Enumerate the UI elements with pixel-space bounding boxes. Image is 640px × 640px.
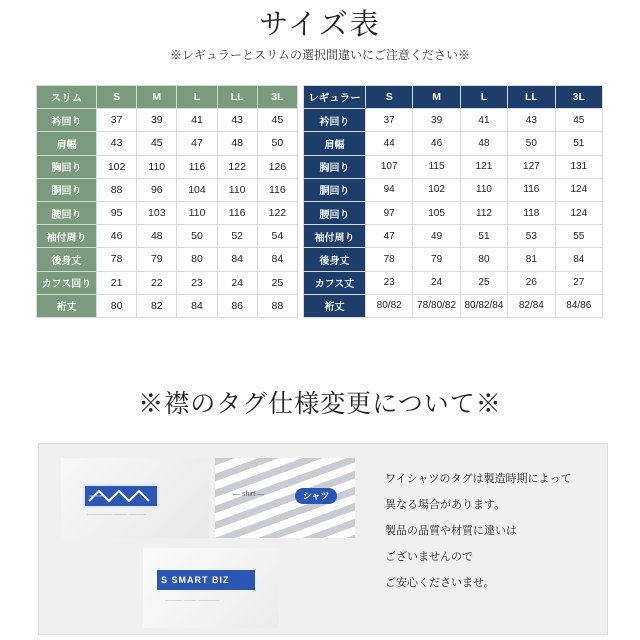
measurement-value: 84 (555, 248, 602, 271)
measurement-value: 110 (137, 155, 177, 178)
measurement-value: 78/80/82 (413, 294, 460, 317)
shirt-logo-tag: シャツ (295, 488, 337, 504)
measurement-label: カフス丈 (304, 271, 366, 294)
size-column-header: LL (508, 86, 555, 109)
table-row (304, 225, 603, 248)
measurement-label: カフス回り (37, 271, 97, 294)
table-row (304, 109, 603, 132)
measurement-value: 48 (217, 132, 257, 155)
measurement-value: 78 (366, 248, 413, 271)
collar-tag-photo-2 (215, 458, 355, 538)
measurement-value: 43 (508, 109, 555, 132)
measurement-value: 84 (177, 294, 217, 317)
measurement-value: 47 (366, 225, 413, 248)
collar-tag-heading: ※襟のタグ仕様変更について※ (138, 389, 502, 418)
measurement-value: 81 (508, 248, 555, 271)
measurement-value: 121 (460, 155, 507, 178)
size-column-header: S (366, 86, 413, 109)
measurement-value: 21 (97, 271, 137, 294)
smart-biz-tag: S SMART BIZ (157, 570, 255, 590)
table-row (37, 178, 298, 201)
measurement-value: 50 (257, 132, 297, 155)
measurement-value: 116 (217, 201, 257, 224)
measurement-value: 131 (555, 155, 602, 178)
measurement-value: 41 (177, 109, 217, 132)
measurement-value: 82/84 (508, 294, 555, 317)
measurement-value: 97 (366, 201, 413, 224)
measurement-value: 80/82/84 (460, 294, 507, 317)
measurement-value: 116 (257, 178, 297, 201)
collar-tag-photo-3 (143, 548, 279, 628)
measurement-value: 45 (555, 109, 602, 132)
measurement-value: 116 (177, 155, 217, 178)
measurement-label: 胸回り (304, 155, 366, 178)
measurement-value: 112 (460, 201, 507, 224)
measurement-value: 47 (177, 132, 217, 155)
table-row (304, 201, 603, 224)
size-column-header: M (413, 86, 460, 109)
table-row (304, 248, 603, 271)
measurement-label: 胴回り (304, 178, 366, 201)
size-column-header: M (137, 86, 177, 109)
measurement-value: 44 (366, 132, 413, 155)
notice-line-4: ございませんので (385, 550, 473, 563)
slim-size-table (36, 85, 298, 318)
measurement-value: 84/86 (555, 294, 602, 317)
measurement-label: 袖付周り (304, 225, 366, 248)
measurement-value: 52 (217, 225, 257, 248)
measurement-value: 110 (460, 178, 507, 201)
table-type-label: スリム (37, 86, 97, 109)
measurement-value: 41 (460, 109, 507, 132)
tag-pattern-icon (85, 486, 157, 506)
measurement-value: 84 (217, 248, 257, 271)
measurement-value: 80/82 (366, 294, 413, 317)
measurement-value: 26 (508, 271, 555, 294)
measurement-value: 24 (413, 271, 460, 294)
blue-pattern-tag (83, 484, 159, 508)
table-row (37, 201, 298, 224)
measurement-label: 後身丈 (37, 248, 97, 271)
measurement-label: 衿回り (37, 109, 97, 132)
table-row (37, 271, 298, 294)
measurement-value: 110 (177, 201, 217, 224)
measurement-value: 116 (508, 178, 555, 201)
measurement-value: 80 (97, 294, 137, 317)
measurement-value: 115 (413, 155, 460, 178)
measurement-value: 55 (555, 225, 602, 248)
measurement-value: 43 (97, 132, 137, 155)
size-column-header: 3L (555, 86, 602, 109)
measurement-value: 39 (413, 109, 460, 132)
measurement-value: 118 (508, 201, 555, 224)
table-row (37, 248, 298, 271)
measurement-value: 104 (177, 178, 217, 201)
measurement-value: 53 (508, 225, 555, 248)
size-column-header: L (177, 86, 217, 109)
notice-line-1: ワイシャツのタグは製造時期によって (385, 472, 572, 485)
measurement-value: 84 (257, 248, 297, 271)
measurement-value: 48 (137, 225, 177, 248)
measurement-value: 23 (366, 271, 413, 294)
measurement-value: 102 (413, 178, 460, 201)
measurement-label: 袖付周り (37, 225, 97, 248)
measurement-value: 23 (177, 271, 217, 294)
measurement-value: 122 (257, 201, 297, 224)
measurement-value: 45 (257, 109, 297, 132)
measurement-label: 衿回り (304, 109, 366, 132)
table-row (37, 155, 298, 178)
measurement-value: 124 (555, 178, 602, 201)
measurement-value: 49 (413, 225, 460, 248)
measurement-value: 80 (177, 248, 217, 271)
tag-notice (385, 466, 605, 596)
table-row (37, 109, 298, 132)
notice-line-5: ご安心くださいませ。 (385, 576, 495, 589)
measurement-value: 124 (555, 201, 602, 224)
measurement-value: 39 (137, 109, 177, 132)
notice-line-2: 異なる場合があります。 (385, 498, 506, 511)
table-row (304, 178, 603, 201)
table-row (37, 294, 298, 317)
measurement-value: 25 (257, 271, 297, 294)
measurement-value: 82 (137, 294, 177, 317)
table-type-label: レギュラー (304, 86, 366, 109)
measurement-label: 裄丈 (304, 294, 366, 317)
page-title: サイズ表 (259, 7, 381, 41)
measurement-value: 95 (97, 201, 137, 224)
measurement-label: 腰回り (304, 201, 366, 224)
measurement-value: 80 (460, 248, 507, 271)
measurement-value: 45 (137, 132, 177, 155)
measurement-value: 27 (555, 271, 602, 294)
selection-warning: ※レギュラーとスリムの選択間違いにご注意ください※ (169, 48, 470, 62)
measurement-value: 37 (366, 109, 413, 132)
size-column-header: 3L (257, 86, 297, 109)
size-column-header: LL (217, 86, 257, 109)
tag-fine-print: ────── ─── ──── (87, 512, 146, 518)
measurement-value: 86 (217, 294, 257, 317)
measurement-label: 胴回り (37, 178, 97, 201)
tag-caption: — shirt — (233, 491, 265, 498)
table-header-row (37, 86, 298, 109)
measurement-value: 51 (555, 132, 602, 155)
size-column-header: L (460, 86, 507, 109)
measurement-value: 43 (217, 109, 257, 132)
table-row (304, 155, 603, 178)
measurement-value: 88 (257, 294, 297, 317)
measurement-value: 79 (413, 248, 460, 271)
collar-tag-photo-1 (61, 458, 209, 538)
measurement-value: 48 (460, 132, 507, 155)
measurement-label: 後身丈 (304, 248, 366, 271)
measurement-value: 110 (217, 178, 257, 201)
measurement-label: 胸回り (37, 155, 97, 178)
measurement-value: 103 (137, 201, 177, 224)
measurement-label: 腰回り (37, 201, 97, 224)
table-row (304, 294, 603, 317)
measurement-value: 126 (257, 155, 297, 178)
measurement-value: 22 (137, 271, 177, 294)
regular-size-table (303, 85, 603, 318)
measurement-value: 96 (137, 178, 177, 201)
measurement-value: 50 (508, 132, 555, 155)
measurement-value: 37 (97, 109, 137, 132)
measurement-label: 肩幅 (304, 132, 366, 155)
measurement-value: 79 (137, 248, 177, 271)
measurement-value: 102 (97, 155, 137, 178)
collar-tag-panel (38, 443, 608, 635)
tag-fine-print: ──── ─── ───── (165, 598, 220, 604)
measurement-value: 122 (217, 155, 257, 178)
measurement-value: 78 (97, 248, 137, 271)
measurement-value: 94 (366, 178, 413, 201)
measurement-value: 54 (257, 225, 297, 248)
measurement-value: 107 (366, 155, 413, 178)
measurement-value: 46 (97, 225, 137, 248)
table-row (37, 132, 298, 155)
measurement-value: 25 (460, 271, 507, 294)
notice-line-3: 製品の品質や材質に違いは (385, 524, 517, 537)
table-row (37, 225, 298, 248)
table-row (304, 271, 603, 294)
measurement-value: 127 (508, 155, 555, 178)
measurement-value: 105 (413, 201, 460, 224)
size-column-header: S (97, 86, 137, 109)
measurement-value: 51 (460, 225, 507, 248)
measurement-value: 50 (177, 225, 217, 248)
measurement-value: 46 (413, 132, 460, 155)
measurement-value: 88 (97, 178, 137, 201)
measurement-label: 裄丈 (37, 294, 97, 317)
table-row (304, 132, 603, 155)
table-header-row (304, 86, 603, 109)
measurement-value: 24 (217, 271, 257, 294)
measurement-label: 肩幅 (37, 132, 97, 155)
